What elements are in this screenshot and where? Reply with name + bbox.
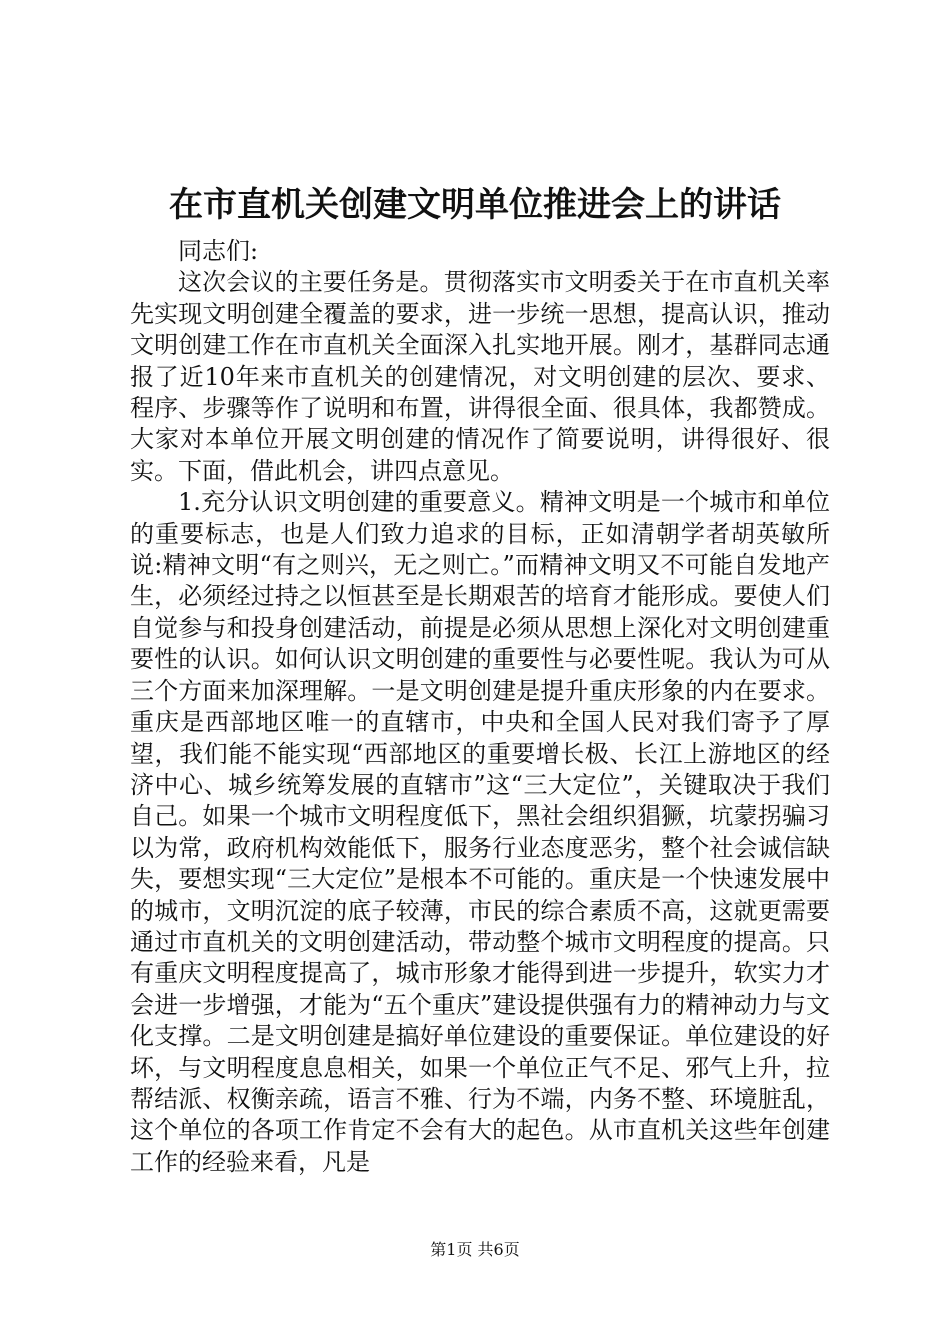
- document-body: [130, 236, 830, 1178]
- document-title: 在市直机关创建文明单位推进会上的讲话: [169, 185, 781, 225]
- salutation-paragraph: 同志们:: [178, 237, 259, 265]
- intro-paragraph: 这次会议的主要任务是。贯彻落实市文明委关于在市直机关率先实现文明创建全覆盖的要求，进一步统一思想，提高认识，推动文明创建工作在市直机关全面深入扎实地开展。刚才，基群同志通报了近10年来市直机关的创建情况，对文明创建的层次、要求、程序、步骤等作了说明和布置，讲得很全面、很具体，我都赞成。大家对本单位开展文明创建的情况作了简要说明，讲得很好、很实。下面，借此机会，讲四点意见。: [130, 268, 830, 485]
- page-number-footer: 第1页 共6页: [430, 1240, 520, 1259]
- point-one-paragraph: 1.充分认识文明创建的重要意义。精神文明是一个城市和单位的重要标志，也是人们致力追求的目标，正如清朝学者胡英敏所说:精神文明“有之则兴，无之则亡。”而精神文明又不可能自发地产生，必须经过持之以恒甚至是长期艰苦的培育才能形成。要使人们自觉参与和投身创建活动，前提是必须从思想上深化对文明创建重要性的认识。如何认识文明创建的重要性与必要性呢。我认为可从三个方面来加深理解。一是文明创建是提升重庆形象的内在要求。重庆是西部地区唯一的直辖市，中央和全国人民对我们寄予了厚望，我们能不能实现“西部地区的重要增长极、长江上游地区的经济中心、城乡统筹发展的直辖市”这“三大定位”，关键取决于我们自己。如果一个城市文明程度低下，黑社会组织猖獗，坑蒙拐骗习以为常，政府机构效能低下，服务行业态度恶劣，整个社会诚信缺失，要想实现“三大定位”是根本不可能的。重庆是一个快速发展中的城市，文明沉淀的底子较薄，市民的综合素质不高，这就更需要通过市直机关的文明创建活动，带动整个城市文明程度的提高。只有重庆文明程度提高了，城市形象才能得到进一步提升，软实力才会进一步增强，才能为“五个重庆”建设提供强有力的精神动力与文化支撑。二是文明创建是搞好单位建设的重要保证。单位建设的好坏，与文明程度息息相关，如果一个单位正气不足、邪气上升，拉帮结派、权衡亲疏，语言不雅、行为不端，内务不整、环境脏乱，这个单位的各项工作肯定不会有大的起色。从市直机关这些年创建工作的经验来看，凡是: [130, 488, 830, 1176]
